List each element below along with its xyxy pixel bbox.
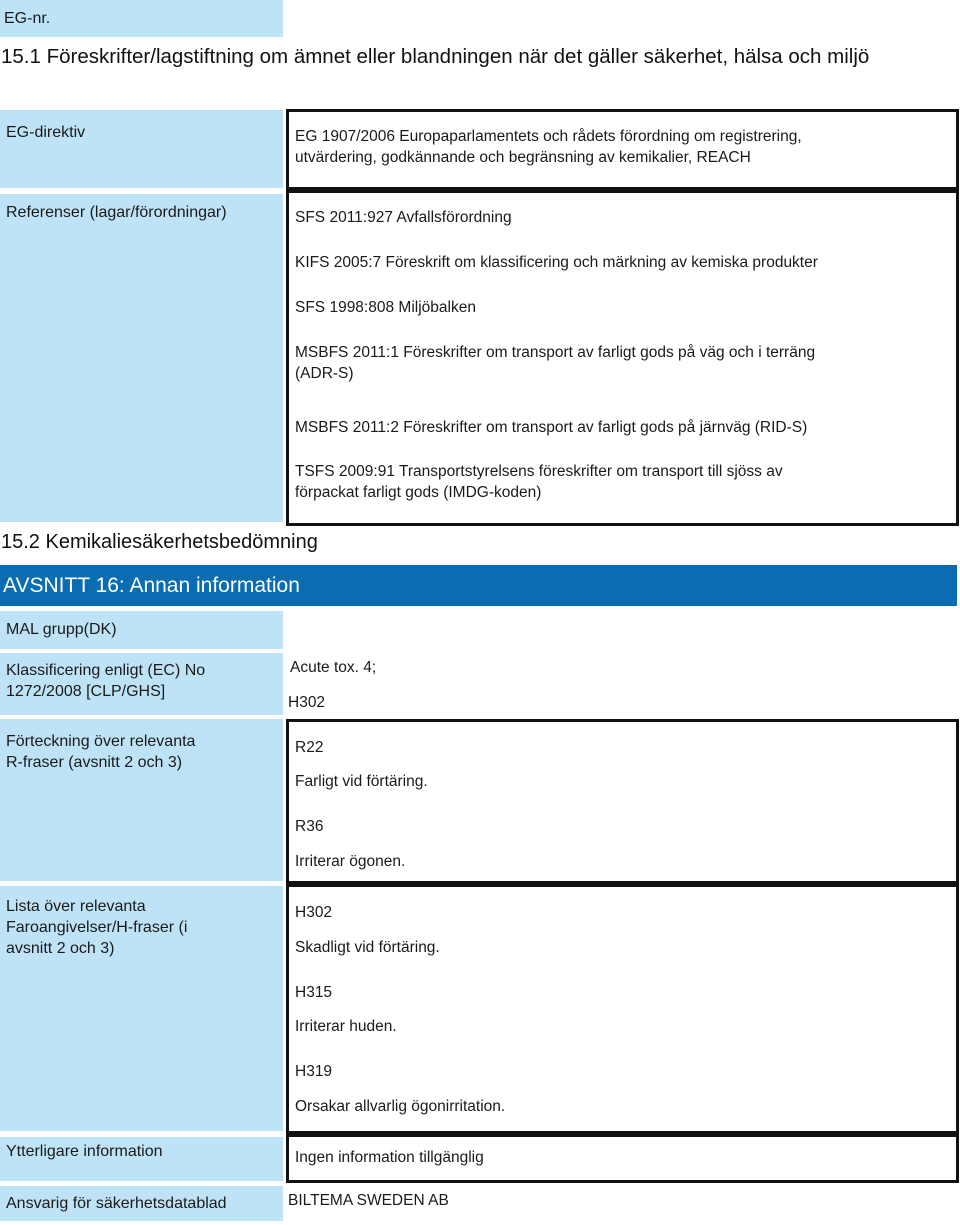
section-16-banner <box>0 565 957 606</box>
referens-item: TSFS 2009:91 Transportstyrelsens föreskrifter om transport till sjöss av <box>295 463 783 480</box>
r-fraser-label-line2: R-fraser (avsnitt 2 och 3) <box>6 754 183 771</box>
referens-item: SFS 1998:808 Miljöbalken <box>295 299 476 316</box>
ytterligare-value: Ingen information tillgänglig <box>295 1149 484 1166</box>
h-fras-item: H302 <box>295 904 333 921</box>
eg-nr-label <box>0 0 283 37</box>
referens-item: KIFS 2005:7 Föreskrift om klassificering och märkning av kemiska produkter <box>295 254 818 271</box>
mal-grupp-label-text: MAL grupp(DK) <box>6 621 117 638</box>
ansvarig-value: BILTEMA SWEDEN AB <box>288 1192 449 1209</box>
h-fraser-label <box>0 886 283 1131</box>
ansvarig-label-text: Ansvarig för säkerhetsdatablad <box>6 1195 227 1212</box>
section-15-1-title: 15.1 Föreskrifter/lagstiftning om ämnet eller blandningen när det gäller säkerhet, hälsa och miljö <box>1 45 870 68</box>
referens-item: MSBFS 2011:2 Föreskrifter om transport av farligt gods på järnväg (RID-S) <box>295 419 808 436</box>
referens-item: MSBFS 2011:1 Föreskrifter om transport av farligt gods på väg och i terräng <box>295 344 816 361</box>
referens-item: (ADR-S) <box>295 365 354 382</box>
h-fras-item: Skadligt vid förtäring. <box>295 939 440 956</box>
section-16-banner-text: AVSNITT 16: Annan information <box>3 574 300 597</box>
h-fras-item: Irriterar huden. <box>295 1018 397 1035</box>
ytterligare-label-text: Ytterligare information <box>6 1143 163 1160</box>
r-fras-item: Farligt vid förtäring. <box>295 773 428 790</box>
r-fraser-label-line1: Förteckning över relevanta <box>6 733 196 750</box>
referens-item: förpackat farligt gods (IMDG-koden) <box>295 484 542 501</box>
h-fras-item: H315 <box>295 984 333 1001</box>
r-fraser-label <box>0 719 283 881</box>
ytterligare-label <box>0 1137 283 1181</box>
referenser-label <box>0 194 283 522</box>
eg-direktiv-label-text: EG-direktiv <box>6 124 86 141</box>
eg-direktiv-value-line1: EG 1907/2006 Europaparlamentets och rådets förordning om registrering, <box>295 128 802 145</box>
referenser-label-text: Referenser (lagar/förordningar) <box>6 204 227 221</box>
klassificering-label <box>0 653 283 715</box>
r-fras-item: R36 <box>295 818 324 835</box>
klassificering-label-line2: 1272/2008 [CLP/GHS] <box>6 683 166 700</box>
eg-direktiv-value-line2: utvärdering, godkännande och begränsning av kemikalier, REACH <box>295 149 751 166</box>
klassificering-value-line1: Acute tox. 4; <box>290 659 377 676</box>
h-fras-item: H319 <box>295 1063 333 1080</box>
h-fraser-label-line1: Lista över relevanta <box>6 898 146 915</box>
klassificering-value-line2: H302 <box>288 694 326 711</box>
h-fras-item: Orsakar allvarlig ögonirritation. <box>295 1098 506 1115</box>
h-fraser-label-line2: Faroangivelser/H-fraser (i <box>6 919 188 936</box>
ansvarig-label <box>0 1186 283 1221</box>
r-fras-item: R22 <box>295 739 324 756</box>
mal-grupp-label <box>0 611 283 649</box>
section-15-2-title: 15.2 Kemikaliesäkerhetsbedömning <box>1 531 318 553</box>
r-fras-item: Irriterar ögonen. <box>295 853 406 870</box>
eg-direktiv-label <box>0 110 283 188</box>
referens-item: SFS 2011:927 Avfallsförordning <box>295 209 512 226</box>
klassificering-label-line1: Klassificering enligt (EC) No <box>6 662 206 679</box>
eg-nr-text: EG-nr. <box>4 10 51 27</box>
h-fraser-label-line3: avsnitt 2 och 3) <box>6 940 115 957</box>
